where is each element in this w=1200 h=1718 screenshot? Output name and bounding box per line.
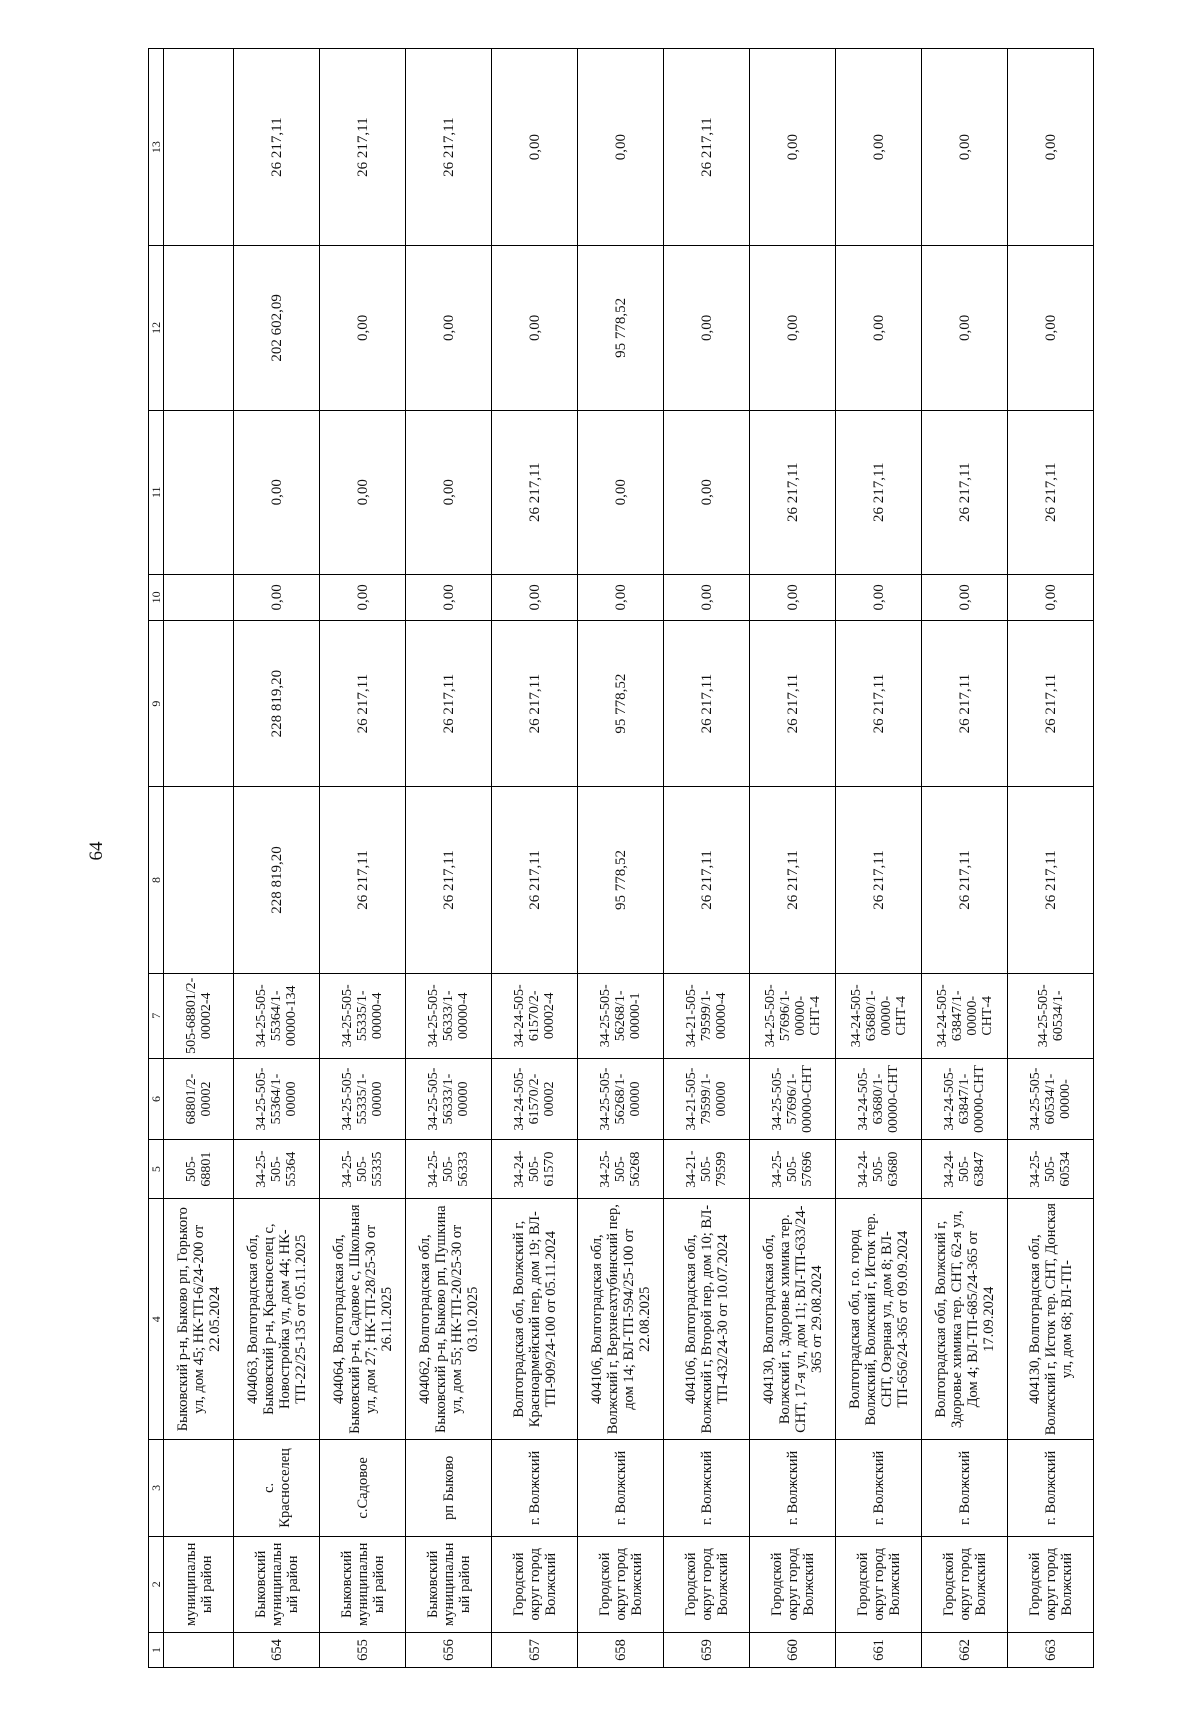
municipality-cell: Быковский муниципальный район [320, 1536, 406, 1632]
table-row [1008, 49, 1094, 1668]
amount-cell: 0,00 [750, 574, 836, 620]
code-cell: 34-24-505-63847/1-00000-СНТ [922, 1059, 1008, 1140]
amount-cell: 0,00 [492, 49, 578, 246]
col-header: 13 [149, 49, 164, 246]
amount-cell: 26 217,11 [406, 787, 492, 973]
row-number-cell: 658 [578, 1632, 664, 1667]
municipality-cell: муниципальный район [164, 1536, 234, 1632]
code-cell: 34-25-505-57696/1-00000-СНТ [750, 1059, 836, 1140]
amount-cell: 0,00 [492, 574, 578, 620]
amount-cell: 0,00 [664, 410, 750, 574]
settlement-cell: г. Волжский [492, 1440, 578, 1536]
col-header: 11 [149, 410, 164, 574]
municipality-cell: Городской округ город Волжский [922, 1536, 1008, 1632]
amount-cell: 26 217,11 [320, 620, 406, 787]
col-header: 9 [149, 620, 164, 787]
address-cell: 404130, Волгоградская обл, Волжский г, Исток тер. СНТ, Донская ул, дом 68; ВЛ-ТП- [1008, 1199, 1094, 1440]
code-cell: 34-25-505-60534/1-00000- [1008, 1059, 1094, 1140]
code-cell: 34-25-505-55335/1-00000 [320, 1059, 406, 1140]
settlement-cell [164, 1440, 234, 1536]
amount-cell: 26 217,11 [922, 787, 1008, 973]
address-cell: 404063, Волгоградская обл, Быковский р-н, Красноселец с, Новостройка ул, дом 44; НК-ТП-22/25-135 от 05.11.2025 [234, 1199, 320, 1440]
amount-cell: 26 217,11 [406, 49, 492, 246]
row-number-cell [164, 1632, 234, 1667]
settlement-cell: с.Садовое [320, 1440, 406, 1536]
amount-cell: 0,00 [320, 574, 406, 620]
amount-cell [164, 246, 234, 410]
code-cell: 34-24-505-63847/1-00000-СНТ-4 [922, 973, 1008, 1058]
amount-cell: 26 217,11 [1008, 787, 1094, 973]
amount-cell: 0,00 [836, 246, 922, 410]
header-row [149, 49, 164, 1668]
table-row [492, 49, 578, 1668]
amount-cell: 202 602,09 [234, 246, 320, 410]
amount-cell: 26 217,11 [664, 49, 750, 246]
municipality-cell: Городской округ город Волжский [578, 1536, 664, 1632]
code-cell: 34-25-505-57696 [750, 1140, 836, 1199]
code-cell: 34-24-505-61570/2-00002 [492, 1059, 578, 1140]
municipality-cell: Городской округ город Волжский [664, 1536, 750, 1632]
table-row [664, 49, 750, 1668]
settlement-cell: г. Волжский [836, 1440, 922, 1536]
code-cell: 34-25-505-55364/1-00000 [234, 1059, 320, 1140]
address-cell: Волгоградская обл, Волжский г, Красноармейский пер, дом 19; ВЛ-ТП-909/24-100 от 05.11.2024 [492, 1199, 578, 1440]
code-cell: 34-21-505-79599/1-00000 [664, 1059, 750, 1140]
col-header: 4 [149, 1199, 164, 1440]
code-cell: 34-25-505-60534/1- [1008, 973, 1094, 1058]
amount-cell: 26 217,11 [492, 620, 578, 787]
row-number-cell: 662 [922, 1632, 1008, 1667]
table-row [836, 49, 922, 1668]
amount-cell [164, 410, 234, 574]
address-cell: Быковский р-н, Быково рп, Горького ул, дом 45; НК-ТП-6/24-200 от 22.05.2024 [164, 1199, 234, 1440]
amount-cell: 0,00 [750, 246, 836, 410]
amount-cell: 228 819,20 [234, 787, 320, 973]
code-cell: 34-25-505-56333 [406, 1140, 492, 1199]
amount-cell: 26 217,11 [492, 410, 578, 574]
municipality-cell: Городской округ город Волжский [836, 1536, 922, 1632]
row-number-cell: 655 [320, 1632, 406, 1667]
code-cell: 34-24-505-63680/1-00000-СНТ-4 [836, 973, 922, 1058]
code-cell: 34-24-505-61570 [492, 1140, 578, 1199]
municipality-cell: Городской округ город Волжский [750, 1536, 836, 1632]
col-header: 1 [149, 1632, 164, 1667]
col-header: 6 [149, 1059, 164, 1140]
data-table [148, 48, 1094, 1668]
row-number-cell: 661 [836, 1632, 922, 1667]
settlement-cell: рп Быково [406, 1440, 492, 1536]
row-number-cell: 656 [406, 1632, 492, 1667]
settlement-cell: г. Волжский [578, 1440, 664, 1536]
row-number-cell: 660 [750, 1632, 836, 1667]
col-header: 7 [149, 973, 164, 1058]
table-row [750, 49, 836, 1668]
code-cell: 34-25-505-55335 [320, 1140, 406, 1199]
amount-cell: 26 217,11 [406, 620, 492, 787]
amount-cell: 0,00 [836, 574, 922, 620]
amount-cell: 0,00 [836, 49, 922, 246]
code-cell: 34-24-505-63680 [836, 1140, 922, 1199]
address-cell: Волгоградская обл, г.о. город Волжский, Волжский г, Исток тер. СНТ, Озерная ул, дом 8; ВЛ-ТП-656/24-365 от 09.09.2024 [836, 1199, 922, 1440]
col-header: 2 [149, 1536, 164, 1632]
col-header: 3 [149, 1440, 164, 1536]
code-cell: 34-25-505-55364 [234, 1140, 320, 1199]
row-number-cell: 657 [492, 1632, 578, 1667]
row-number-cell: 654 [234, 1632, 320, 1667]
amount-cell: 26 217,11 [664, 620, 750, 787]
code-cell: 34-25-505-56268 [578, 1140, 664, 1199]
amount-cell: 26 217,11 [1008, 410, 1094, 574]
amount-cell: 26 217,11 [836, 787, 922, 973]
amount-cell: 26 217,11 [320, 49, 406, 246]
row-number-cell: 659 [664, 1632, 750, 1667]
amount-cell: 95 778,52 [578, 787, 664, 973]
table-row [578, 49, 664, 1668]
page-number: 64 [86, 841, 107, 861]
amount-cell: 26 217,11 [320, 787, 406, 973]
amount-cell: 26 217,11 [492, 787, 578, 973]
amount-cell [164, 49, 234, 246]
address-cell: 404130, Волгоградская обл, Волжский г, Здоровье химика тер. СНТ, 17-я ул, дом 11; ВЛ-ТП-633/24-365 от 29.08.2024 [750, 1199, 836, 1440]
amount-cell: 26 217,11 [1008, 620, 1094, 787]
amount-cell: 0,00 [664, 574, 750, 620]
table-row [234, 49, 320, 1668]
col-header: 10 [149, 574, 164, 620]
amount-cell: 0,00 [1008, 49, 1094, 246]
amount-cell: 0,00 [234, 410, 320, 574]
amount-cell: 0,00 [1008, 246, 1094, 410]
amount-cell: 0,00 [406, 246, 492, 410]
settlement-cell: г. Волжский [664, 1440, 750, 1536]
amount-cell: 0,00 [578, 49, 664, 246]
amount-cell: 0,00 [922, 574, 1008, 620]
code-cell: 34-21-505-79599/1-00000-4 [664, 973, 750, 1058]
table-row [922, 49, 1008, 1668]
col-header: 5 [149, 1140, 164, 1199]
code-cell: 505-68801 [164, 1140, 234, 1199]
amount-cell: 0,00 [578, 574, 664, 620]
code-cell: 34-25-505-57696/1-00000-СНТ-4 [750, 973, 836, 1058]
amount-cell: 0,00 [320, 410, 406, 574]
code-cell: 34-25-505-60534 [1008, 1140, 1094, 1199]
amount-cell: 0,00 [750, 49, 836, 246]
amount-cell [164, 620, 234, 787]
address-cell: 404106, Волгоградская обл, Волжский г, Верхнеахтубинский пер, дом 14; ВЛ-ТП-594/25-100 от 22.08.2025 [578, 1199, 664, 1440]
amount-cell [164, 787, 234, 973]
amount-cell: 95 778,52 [578, 620, 664, 787]
settlement-cell: г. Волжский [1008, 1440, 1094, 1536]
amount-cell: 95 778,52 [578, 246, 664, 410]
code-cell: 34-21-505-79599 [664, 1140, 750, 1199]
code-cell: 34-25-505-55364/1-00000-134 [234, 973, 320, 1058]
amount-cell: 0,00 [664, 246, 750, 410]
address-cell: 404062, Волгоградская обл, Быковский р-н, Быково рп, Пушкина ул, дом 55; НК-ТП-20/25-30 от 03.10.2025 [406, 1199, 492, 1440]
code-cell: 505-68801/2-00002-4 [164, 973, 234, 1058]
code-cell: 34-24-505-63847 [922, 1140, 1008, 1199]
amount-cell [164, 574, 234, 620]
amount-cell: 26 217,11 [750, 410, 836, 574]
table-row [406, 49, 492, 1668]
code-cell: 34-24-505-63680/1-00000-СНТ [836, 1059, 922, 1140]
settlement-cell: г. Волжский [750, 1440, 836, 1536]
col-header: 12 [149, 246, 164, 410]
rotated-table-area [148, 48, 1082, 1668]
amount-cell: 0,00 [492, 246, 578, 410]
amount-cell: 0,00 [406, 410, 492, 574]
amount-cell: 26 217,11 [922, 410, 1008, 574]
amount-cell: 26 217,11 [750, 787, 836, 973]
code-cell: 34-25-505-56333/1-00000-4 [406, 973, 492, 1058]
amount-cell: 0,00 [406, 574, 492, 620]
amount-cell: 26 217,11 [836, 620, 922, 787]
code-cell: 34-24-505-61570/2-00002-4 [492, 973, 578, 1058]
address-cell: Волгоградская обл, Волжский г, Здоровье химика тер. СНТ, 62-я ул, Дом 4; ВЛ-ТП-685/24-365 от 17.09.2024 [922, 1199, 1008, 1440]
municipality-cell: Городской округ город Волжский [1008, 1536, 1094, 1632]
amount-cell: 228 819,20 [234, 620, 320, 787]
code-cell: 34-25-505-56268/1-00000-1 [578, 973, 664, 1058]
address-cell: 404064, Волгоградская обл, Быковский р-н, Садовое с, Школьная ул, дом 27; НК-ТП-28/25-30 от 26.11.2025 [320, 1199, 406, 1440]
code-cell: 34-25-505-55335/1-00000-4 [320, 973, 406, 1058]
amount-cell: 26 217,11 [836, 410, 922, 574]
address-cell: 404106, Волгоградская обл, Волжский г, Второй пер, дом 10; ВЛ-ТП-432/24-30 от 10.07.2024 [664, 1199, 750, 1440]
amount-cell: 26 217,11 [234, 49, 320, 246]
col-header: 8 [149, 787, 164, 973]
settlement-cell: с. Красноселец [234, 1440, 320, 1536]
table-row [320, 49, 406, 1668]
amount-cell: 0,00 [234, 574, 320, 620]
amount-cell: 0,00 [1008, 574, 1094, 620]
settlement-cell: г. Волжский [922, 1440, 1008, 1536]
amount-cell: 26 217,11 [922, 620, 1008, 787]
amount-cell: 0,00 [922, 246, 1008, 410]
amount-cell: 26 217,11 [750, 620, 836, 787]
table-row [164, 49, 234, 1668]
amount-cell: 0,00 [320, 246, 406, 410]
code-cell: 34-25-505-56333/1-00000 [406, 1059, 492, 1140]
municipality-cell: Быковский муниципальный район [234, 1536, 320, 1632]
row-number-cell: 663 [1008, 1632, 1094, 1667]
amount-cell: 26 217,11 [664, 787, 750, 973]
amount-cell: 0,00 [922, 49, 1008, 246]
code-cell: 34-25-505-56268/1-00000 [578, 1059, 664, 1140]
amount-cell: 0,00 [578, 410, 664, 574]
municipality-cell: Городской округ город Волжский [492, 1536, 578, 1632]
municipality-cell: Быковский муниципальный район [406, 1536, 492, 1632]
code-cell: 68801/2-00002 [164, 1059, 234, 1140]
